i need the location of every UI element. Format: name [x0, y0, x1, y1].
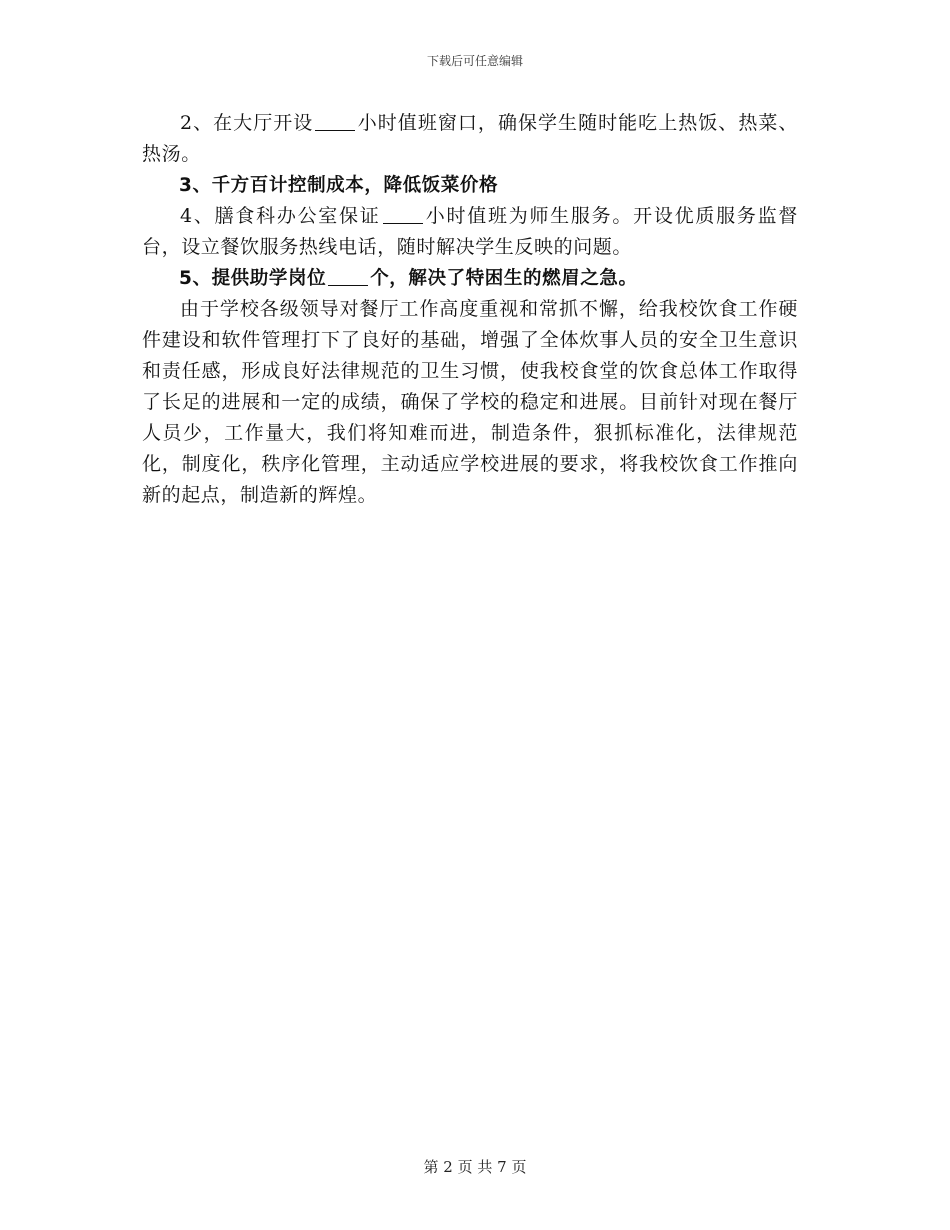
- paragraph-item-4: [142, 201, 798, 263]
- paragraph-summary: 由于学校各级领导对餐厅工作高度重视和常抓不懈，给我校饮食工作硬件建设和软件管理打下了良好的基础，增强了全体炊事人员的安全卫生意识和责任感，形成良好法律规范的卫生习惯，使我校食堂的饮食总体工作取得了长足的进展和一定的成绩，确保了学校的稳定和进展。目前针对现在餐厅人员少，工作量大，我们将知难而进，制造条件，狠抓标准化，法律规范化，制度化，秩序化管理，主动适应学校进展的要求，将我校饮食工作推向新的起点，制造新的辉煌。: [142, 298, 798, 506]
- paragraph-item-5: [142, 263, 798, 294]
- paragraph-text: 2、在大厅开设: [180, 112, 314, 134]
- page-header: 下载后可任意编辑: [426, 54, 523, 68]
- paragraph-text: 小时值班为师生服务。开设优质服务监督台，设立餐饮服务热线电话，随时解决学生反映的问题。: [142, 205, 798, 258]
- fill-in-blank: [383, 204, 423, 224]
- document-body: [142, 108, 798, 511]
- paragraph-item-3: 3、千方百计控制成本，降低饭菜价格: [179, 175, 499, 196]
- paragraph-text: 4、膳食科办公室保证: [180, 205, 381, 227]
- paragraph-text: 个，解决了特困生的燃眉之急。: [370, 268, 638, 289]
- fill-in-blank: [315, 111, 355, 131]
- page-number-footer: 第 2 页 共 7 页: [423, 1158, 527, 1176]
- paragraph-item-2: [142, 108, 798, 170]
- paragraph-text: 5、提供助学岗位: [179, 268, 327, 289]
- paragraph-text: 小时值班窗口，确保学生随时能吃上热饭、热菜、热汤。: [142, 112, 798, 165]
- fill-in-blank: [328, 267, 368, 287]
